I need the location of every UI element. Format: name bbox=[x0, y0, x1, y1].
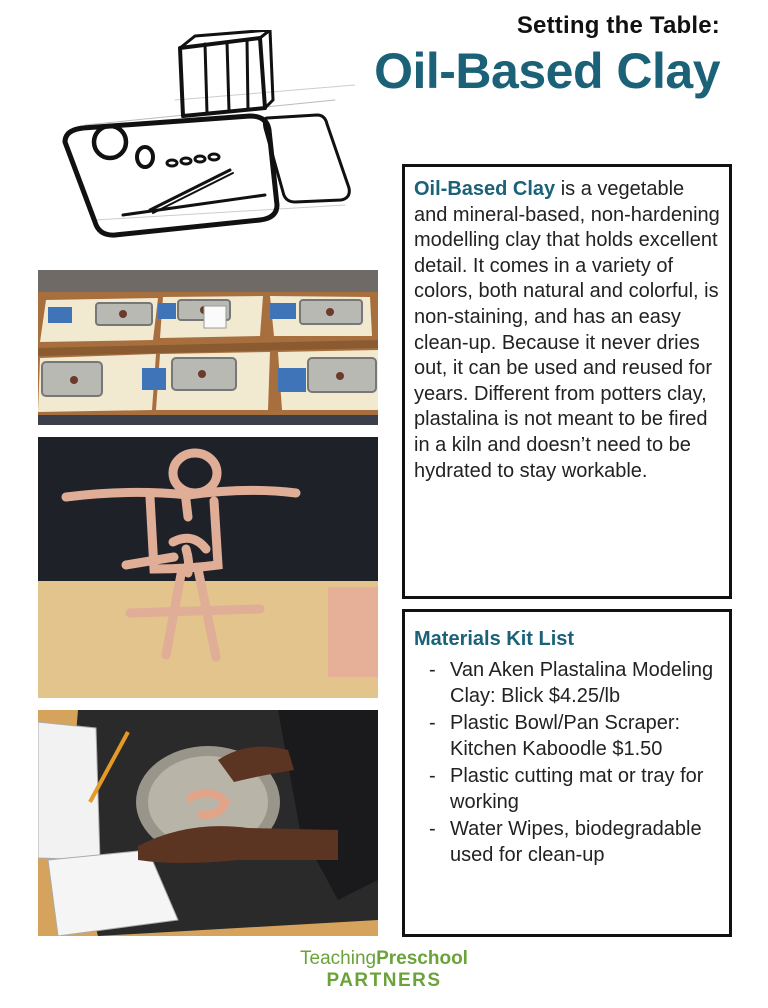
list-item-text: Water Wipes, biodegradable used for clean-up bbox=[450, 818, 702, 866]
clay-workstation-sketch-icon bbox=[55, 30, 355, 245]
brand-part-1: Teaching bbox=[300, 948, 377, 969]
classroom-table-setup-photo bbox=[38, 270, 378, 425]
description-text bbox=[414, 177, 721, 484]
list-item-text: Van Aken Plastalina Modeling Clay: Blick $4.25/lb bbox=[450, 659, 714, 707]
title-block bbox=[374, 12, 720, 100]
brand-line-1 bbox=[0, 948, 768, 970]
list-bullet: - bbox=[429, 712, 436, 734]
list-item bbox=[414, 816, 721, 868]
brand-part-2: Preschool bbox=[376, 948, 468, 969]
description-box bbox=[402, 164, 732, 599]
child-sculpting-clay-photo bbox=[38, 710, 378, 936]
list-item bbox=[414, 657, 721, 709]
description-body: is a vegetable and mineral-based, non-hardening modelling clay that holds excellent detail. It comes in a variety of colors, both natural and colorful, is non-staining, and has an easy clean-up. Because it never dries out, it can be used and reused for years. Different from potters clay, plastalina is not meant to be fired in a kiln and doesn’t need to be hydrated to stay workable. bbox=[414, 178, 720, 482]
kit-list bbox=[414, 657, 721, 868]
description-highlight: Oil-Based Clay bbox=[414, 178, 556, 200]
list-item bbox=[414, 710, 721, 762]
list-bullet: - bbox=[429, 818, 436, 840]
list-bullet: - bbox=[429, 659, 436, 681]
page-title: Oil-Based Clay bbox=[374, 43, 720, 99]
supertitle: Setting the Table: bbox=[516, 12, 720, 39]
kit-title: Materials Kit List bbox=[414, 628, 575, 650]
list-bullet: - bbox=[429, 765, 436, 787]
list-item bbox=[414, 763, 721, 815]
clay-stick-figure-photo bbox=[38, 437, 378, 698]
list-item-text: Plastic cutting mat or tray for working bbox=[450, 765, 704, 813]
materials-kit-box bbox=[402, 609, 732, 937]
brand-line-2: PARTNERS bbox=[326, 970, 442, 991]
brand-logo bbox=[0, 948, 768, 992]
list-item-text: Plastic Bowl/Pan Scraper: Kitchen Kaboodle $1.50 bbox=[450, 712, 681, 760]
